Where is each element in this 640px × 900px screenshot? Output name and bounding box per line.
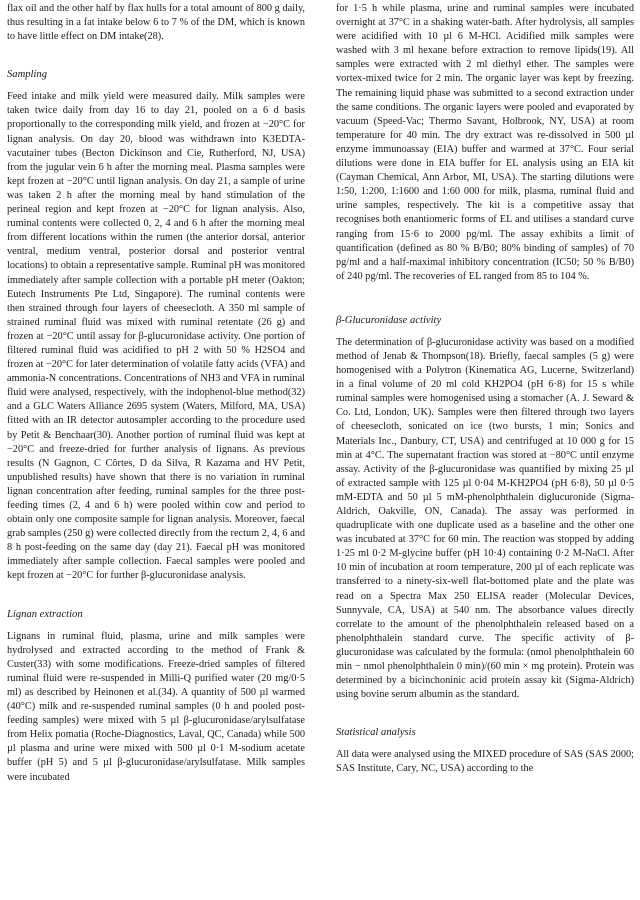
glucuronidase-paragraph: The determination of β-glucuronidase activity was based on a modified method of Jenab & Thompson(18). Briefly, faecal samples (5 g) were homogenised with a Polytron (Kinematica AG, Lucerne, Switzerland) in a final volume of 20 ml cold KH2PO4 (pH 6·8) for 15 s while ruminal samples were homogenised using a stomacher (A. J. Seward & Co. Ltd, London, UK). Samples were then filtered through two layers of cheesecloth, sonicated on ice (two bursts, 1 min; Sonics and Materials Inc., Danbury, CT, USA) and centrifuged at 10 000 g for 15 min at 4°C. The supernatant fraction was stored at −80°C until enzyme assay. Activity of the β-glucuronidase was quantified by mixing 25 µl of extracted sample with 125 µl 0·04 M-KH2PO4 (pH 6·8), 50 µl 0·5 mM-EDTA and 50 µl 5 mM-phenolphthalein diglucuronide (Sigma-Aldrich, Oakville, ON, Canada). The assay was performed in quadruplicate with one duplicate used as a baseline and the other one was incubated at 37°C for 60 min. The reaction was stopped by adding 1·25 ml 0·2 M-glycine buffer (pH 10·4) containing 0·2 M-NaCl. After 10 min of incubation at room temperature, 200 µl of each replicate was transferred to a ninety-six-well flat-bottomed plate and the plate was read on a Spectra Max 250 ELISA reader (Molecular Devices, Sunnyvale, CA, USA) at 540 nm. The absorbance values directly correlate to the amount of the phenolphthalein released based on a phenolphthalein standard curve. The specific activity of β-glucuronidase was calculated by the formula: (nmol phenolphthalein 60 min − nmol phenolphthalein 0 min)/(60 min × mg protein). Protein was determined by a bicinchoninic acid protein assay kit (Sigma-Aldrich) using bovine serum albumin as the standard. xyxy=(336,336,634,701)
right-column xyxy=(336,2,634,777)
lignan-extraction-paragraph: Lignans in ruminal fluid, plasma, urine and milk samples were hydrolysed and extracted according to the method of Frank & Custer(33) with some modifications. Freeze-dried samples of filtered ruminal fluid were re-suspended in Milli-Q purified water (20 mg/0·5 ml) as described by Heinonen et al.(34). A quantity of 500 µl warmed (40°C) milk and re-suspended ruminal samples (0 h and pooled post-feeding samples) were mixed with 5 µl β-glucuronidase/arylsulfatase from Helix pomatia (Roche-Diagnostics, Laval, QC, Canada) while 500 µl plasma and urine were mixed with 500 µl 0·1 M-sodium acetate buffer (pH 5) and 5 µl β-glucuronidase/arylsulfatase. Milk samples were incubated xyxy=(7,630,305,783)
statistical-analysis-paragraph: All data were analysed using the MIXED procedure of SAS (SAS 2000; SAS Institute, Cary, NC, USA) according to the xyxy=(336,749,634,775)
lignan-extraction-heading: Lignan extraction xyxy=(7,608,83,620)
intro-paragraph: flax oil and the other half by flax hulls for a total amount of 800 g daily, thus resulting in a fat intake below 6 to 7 % of the DM, which is known to have little effect on DM intake(28). xyxy=(7,3,305,43)
glucuronidase-heading: β-Glucuronidase activity xyxy=(336,314,442,326)
sampling-paragraph: Feed intake and milk yield were measured daily. Milk samples were taken twice daily from day 16 to day 21, pooled on a 6 d basis proportionally to the corresponding milk yield, and frozen at −20°C for lignan analysis. On day 20, blood was withdrawn into K3EDTA-vacutainer tubes (Becton Dickinson and Cie, Rutherford, NJ, USA) from the jugular vein 6 h after the morning meal. Plasma samples were kept frozen at −20°C until lignan analysis. On day 21, a sample of urine was taken 2 h after the morning meal by hand stimulation of the perineal region and kept frozen at −20°C for lignan analysis. Also, ruminal contents were collected 0, 2, 4 and 6 h after the morning meal from different locations within the rumen (the anterior dorsal, anterior ventral, medium ventral, posterior dorsal and posterior ventral locations) to obtain a representative sample. Ruminal pH was monitored immediately after sample collection with a portable pH meter (Oakton; Eutech Instruments Pte Ltd, Singapore). The ruminal contents were then strained through four layers of cheesecloth. A 350 ml sample of strained ruminal fluid was mixed with ruminal retentate (26 g) and frozen at −20°C until assay for β-glucuronidase activity. One portion of filtered ruminal fluid was acidified to pH 2 with 50 % H2SO4 and frozen at −20°C for later determination of volatile fatty acids (VFA) and ammonia-N concentrations. Concentrations of NH3 and VFA in ruminal fluid were analysed, respectively, with the indophenol-blue method(32) and a GLC Waters Alliance 2695 system (Waters, Milford, MA, USA) fitted with an IR detector autosampler according to the procedure used by Petit & Benchaar(30). Another portion of ruminal fluid was kept at −20°C and freeze-dried for further analysis of lignans. As previous results (N Gagnon, C Côrtes, D da Silva, R Kazama and HV Petit, unpublished results) have shown that there is no variation in ruminal lignan concentration after feeding, ruminal samples for the three post-feeding times (2, 4 and 6 h) were pooled within cow and period to obtain only one composite sample for lignan analysis. Moreover, faecal grab samples (250 g) were collected directly from the rectum 2, 4, 6 and 8 h post-feeding on the same day (day 21). Faecal pH was monitored immediately after sample collection. Faecal samples were pooled and kept frozen at −20°C for further β-glucuronidase analysis. xyxy=(7,91,305,582)
sampling-heading: Sampling xyxy=(7,69,48,81)
left-column xyxy=(7,2,305,785)
extraction-continued-paragraph: for 1·5 h while plasma, urine and ruminal samples were incubated overnight at 37°C in a shaking water-bath. After hydrolysis, all samples were acidified with 10 µl 6 M-HCl. Acidified milk samples were washed with 3 ml hexane before extraction to remove lipids(19). All samples were extracted with 2 ml diethyl ether. The samples were vortex-mixed twice for 2 min. The organic layer was kept by freezing. The remaining liquid phase was submitted to a second extraction under the same conditions. The organic layers were pooled and evaporated by vacuum (Speed-Vac; Thermo Savant, Holbrook, NY, USA) at room temperature for 40 min. The dry extract was re-dissolved in 500 µl enzyme immunoassay (EIA) buffer and warmed at 37°C. Four serial dilutions were done in EIA buffer for EL analysis using an EIA kit (Cayman Chemical, Ann Arbor, MI, USA). The starting dilutions were 1:50, 1:200, 1:1600 and 1:60 000 for milk, plasma, ruminal fluid and urine samples, respectively. The kit is a competitive assay that recognises both enantiomeric forms of EL and utilises a standard curve ranging from 15·6 to 2000 pg/ml. The assay exhibits a limit of quantification (defined as 80 % B/B0; 80% binding of samples) of 70 pg/ml and a half-maximal inhibitory concentration (IC50; 50 % B/B0) of 240 pg/ml. The recoveries of EL ranged from 85 to 104 %. xyxy=(336,3,634,282)
statistical-analysis-heading: Statistical analysis xyxy=(336,727,416,739)
